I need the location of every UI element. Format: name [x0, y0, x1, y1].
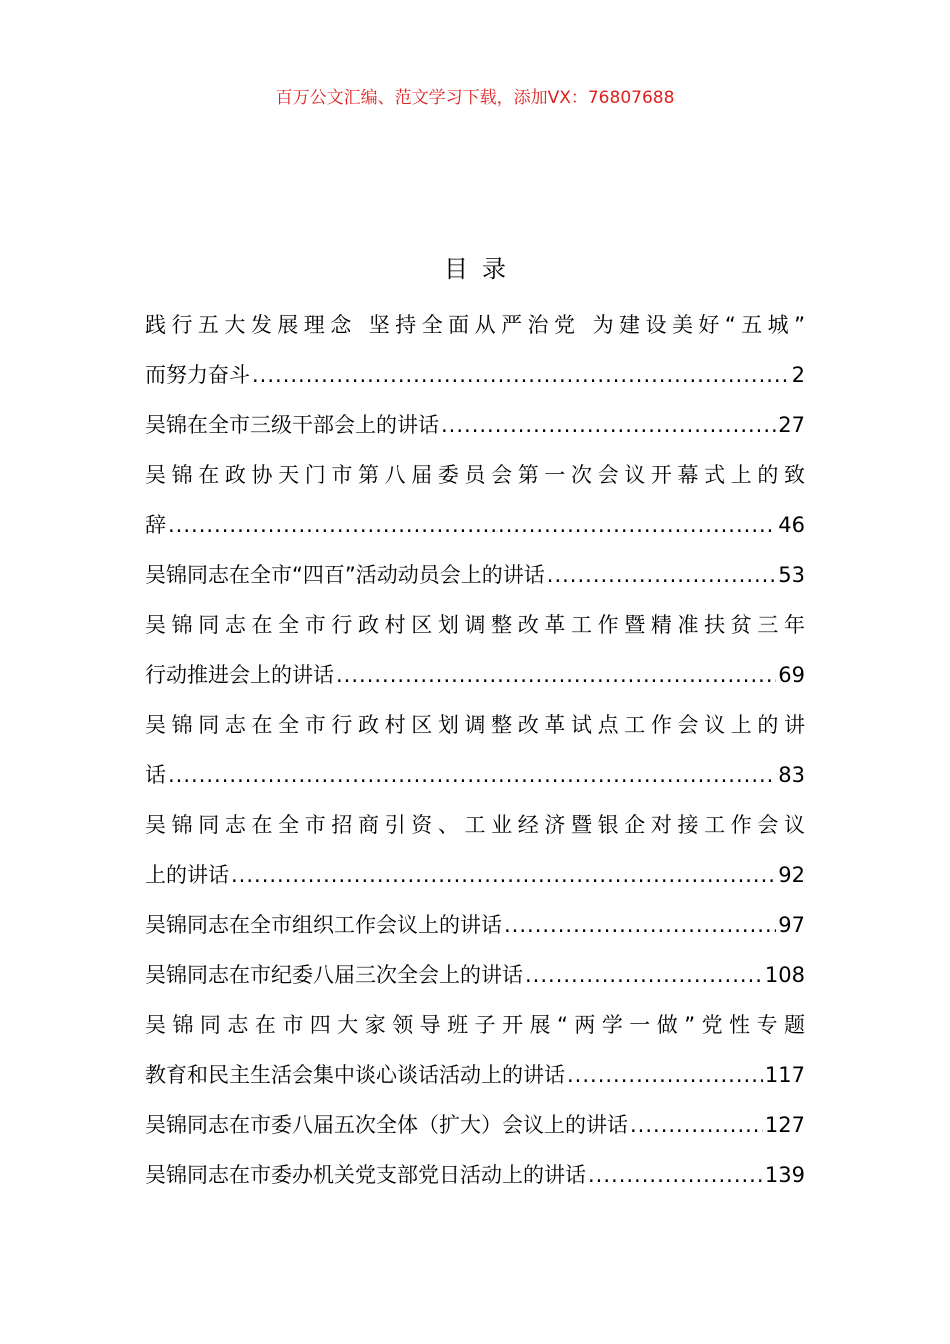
- toc-dot-leader: [525, 950, 763, 1000]
- toc-entry[interactable]: [145, 850, 805, 900]
- toc-dot-leader: [441, 400, 776, 450]
- toc-page-number: 117: [764, 1063, 805, 1087]
- toc-entry-title: 吴锦同志在市纪委八届三次全会上的讲话: [145, 963, 523, 987]
- table-of-contents: [145, 300, 805, 1200]
- toc-entry-title: 教育和民主生活会集中谈心谈话活动上的讲话: [145, 1063, 565, 1087]
- header-note: 百万公文汇编、范文学习下载，添加VX：76807688: [275, 88, 675, 108]
- toc-page-number: 27: [778, 413, 805, 437]
- toc-page-number: 46: [778, 513, 805, 537]
- toc-entry[interactable]: [145, 950, 805, 1000]
- toc-page-number: 2: [791, 363, 805, 387]
- toc-dot-leader: [567, 1050, 763, 1100]
- toc-entry-title: 吴锦同志在市委八届五次全体（扩大）会议上的讲话: [145, 1113, 628, 1137]
- toc-page-number: 139: [764, 1163, 805, 1187]
- toc-entry[interactable]: [145, 1150, 805, 1200]
- toc-dot-leader: [252, 350, 790, 400]
- toc-entry[interactable]: [145, 1100, 805, 1150]
- toc-dot-leader: [231, 850, 776, 900]
- toc-entry[interactable]: [145, 500, 805, 550]
- toc-entry-title: 吴锦同志在市委办机关党支部党日活动上的讲话: [145, 1163, 586, 1187]
- toc-entry-title-line: 吴锦在政协天门市第八届委员会第一次会议开幕式上的致: [145, 463, 805, 487]
- toc-entry[interactable]: [145, 400, 805, 450]
- toc-entry-title: 话: [145, 763, 166, 787]
- toc-entry-title-line: 吴锦同志在市四大家领导班子开展“两学一做”党性专题: [145, 1013, 805, 1037]
- toc-entry[interactable]: [145, 1050, 805, 1100]
- toc-dot-leader: [168, 500, 776, 550]
- toc-entry-title: 上的讲话: [145, 863, 229, 887]
- toc-entry-title: 吴锦在全市三级干部会上的讲话: [145, 413, 439, 437]
- toc-page-number: 53: [778, 563, 805, 587]
- toc-dot-leader: [336, 650, 776, 700]
- toc-page-number: 69: [778, 663, 805, 687]
- toc-dot-leader: [547, 550, 777, 600]
- toc-entry[interactable]: [145, 550, 805, 600]
- toc-page-number: 83: [778, 763, 805, 787]
- toc-page-number: 127: [764, 1113, 805, 1137]
- toc-entry-title: 吴锦同志在全市组织工作会议上的讲话: [145, 913, 502, 937]
- toc-entry-title: 吴锦同志在全市“四百”活动动员会上的讲话: [145, 563, 545, 587]
- toc-page-number: 92: [778, 863, 805, 887]
- toc-dot-leader: [504, 900, 776, 950]
- toc-entry-title-line: 吴锦同志在全市招商引资、工业经济暨银企对接工作会议: [145, 813, 805, 837]
- toc-entry[interactable]: [145, 650, 805, 700]
- toc-entry[interactable]: [145, 350, 805, 400]
- toc-page-number: 108: [764, 963, 805, 987]
- toc-dot-leader: [588, 1150, 763, 1200]
- toc-entry-title: 辞: [145, 513, 166, 537]
- toc-page-number: 97: [778, 913, 805, 937]
- toc-title: 目录: [444, 255, 520, 283]
- toc-entry[interactable]: [145, 900, 805, 950]
- toc-entry-title: 行动推进会上的讲话: [145, 663, 334, 687]
- toc-entry-title-line: 践行五大发展理念 坚持全面从严治党 为建设美好“五城”: [145, 313, 805, 337]
- toc-entry-title: 而努力奋斗: [145, 363, 250, 387]
- toc-entry-title-line: 吴锦同志在全市行政村区划调整改革试点工作会议上的讲: [145, 713, 805, 737]
- toc-entry[interactable]: [145, 750, 805, 800]
- toc-dot-leader: [630, 1100, 763, 1150]
- toc-entry-title-line: 吴锦同志在全市行政村区划调整改革工作暨精准扶贫三年: [145, 613, 805, 637]
- toc-dot-leader: [168, 750, 776, 800]
